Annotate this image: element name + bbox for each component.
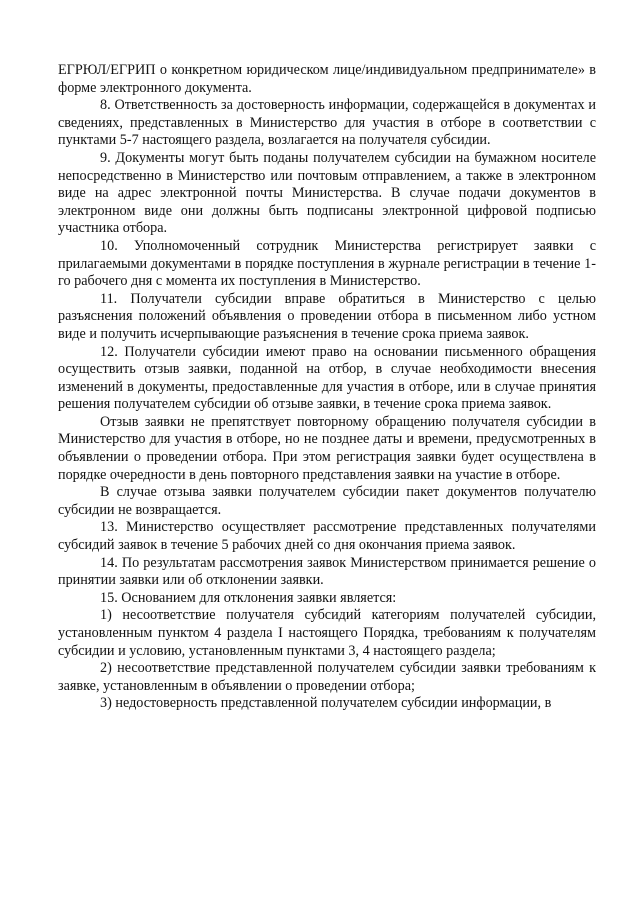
paragraph: 3) недостоверность представленной получателем субсидии информации, в [100, 695, 552, 712]
paragraph: 2) несоответствие представленной получателем субсидии заявки требованиям к заявке, установленным в объявлении о проведении отбора; [58, 660, 596, 694]
paragraph: 1) несоответствие получателя субсидий категориям получателей субсидии, установленным пунктом 4 раздела I настоящего Порядка, требованиям к получателям субсидии и условию, установленным пунктами 3, 4 настоящего раздела; [58, 607, 596, 659]
paragraph: 12. Получатели субсидии имеют право на основании письменного обращения осуществить отзыв заявки, поданной на отбор, в случае необходимости внесения изменений в документы, предоставленные для участия в отборе, или в случае принятия решения получателем субсидии об отзыве заявки, в течение срока приема заявок. [58, 343, 596, 413]
paragraph: 9. Документы могут быть поданы получателем субсидии на бумажном носителе непосредственно в Министерство или почтовым отправлением, а также в электронном виде на адрес электронной почты Министерства. В случае подачи документов в электронном виде они должны быть подписаны электронной цифровой подписью участника отбора. [58, 149, 596, 237]
paragraph: 10. Уполномоченный сотрудник Министерства регистрирует заявки с прилагаемыми документами в порядке поступления в журнале регистрации в течение 1-го рабочего дня с момента их поступления в Министерство. [58, 237, 596, 290]
paragraph: 8. Ответственность за достоверность информации, содержащейся в документах и сведениях, представленных в Министерство для участия в отборе в соответствии с пунктами 5-7 настоящего раздела, возлагается на получателя субсидии. [58, 97, 596, 149]
paragraph: В случае отзыва заявки получателем субсидии пакет документов получателю субсидии не возвращается. [58, 484, 596, 518]
paragraph: Отзыв заявки не препятствует повторному обращению получателя субсидии в Министерство для участия в отборе, но не позднее даты и времени, предусмотренных в объявлении о проведении отбора. При этом регистрация заявки будет осуществлена в порядке очередности в день повторного представления заявки на участие в отборе. [58, 413, 596, 483]
paragraph: 15. Основанием для отклонения заявки является: [100, 589, 397, 606]
paragraph: 11. Получатели субсидии вправе обратиться в Министерство с целью разъяснения положений объявления о проведении отбора в письменном либо устном виде и получить исчерпывающие разъяснения в течение срока приема заявок. [58, 290, 596, 342]
document-page [58, 62, 596, 713]
paragraph: 14. По результатам рассмотрения заявок Министерством принимается решение о принятии заявки или об отклонении заявки. [58, 554, 596, 589]
paragraph: 13. Министерство осуществляет рассмотрение представленных получателями субсидий заявок в течение 5 рабочих дней со дня окончания приема заявок. [58, 519, 596, 554]
paragraph: ЕГРЮЛ/ЕГРИП о конкретном юридическом лице/индивидуальном предпринимателе» в форме электронного документа. [58, 62, 596, 96]
